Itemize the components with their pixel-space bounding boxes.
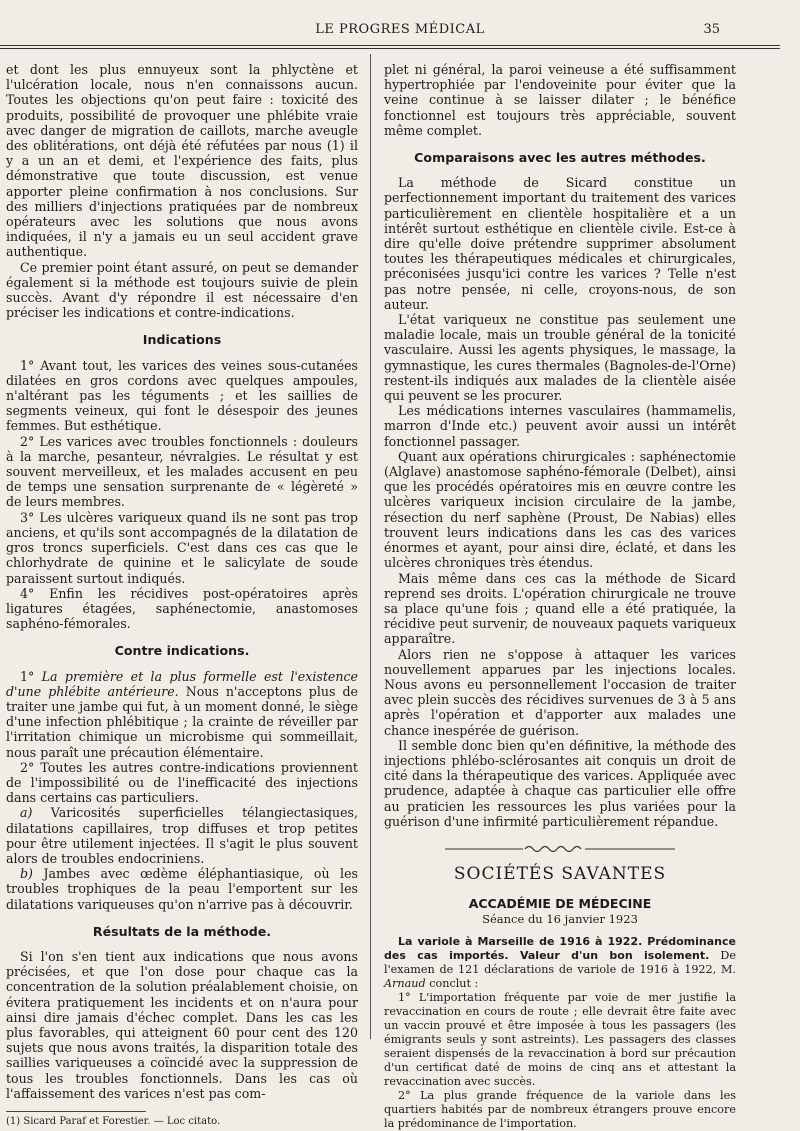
heading-resultats: Résultats de la méthode. — [92, 923, 272, 939]
contre-indication-1: 1° La première et la plus formelle est l'existence d'une phlébite antérieure. Nous n'acceptons plus de traiter une jambe qui fut, à un moment donné, le siège d'une infection phlébitique ; la crainte de réveiller par l'irritation chimique un microbisme qui sommeillait, nous paraît une précaution élémentaire. — [6, 668, 358, 760]
column-divider — [370, 54, 371, 1039]
section-ornament — [384, 843, 736, 859]
left-column — [6, 62, 358, 1128]
paragraph: plet ni général, la paroi veineuse a été suffisamment hypertrophiée par l'endoveinite pour éviter que la veine continue à se laisser dilater ; le bénéfice fonctionnel est toujours très appréciable, souvent même complet. — [384, 62, 736, 138]
emphasis: La première et la plus formelle est l'existence d'une phlébite antérieure. — [6, 668, 358, 699]
journal-title: LE PROGRES MÉDICAL — [315, 22, 485, 37]
academie-heading: ACCADÉMIE DE MÉDECINE — [468, 896, 652, 912]
right-column — [384, 62, 736, 1131]
paragraph: Mais même dans ces cas la méthode de Sicard reprend ses droits. L'opération chirurgicale ne trouve sa place qu'une fois ; quand elle a été pratiquée, la récidive peut survenir, de nouveaux paquets variqueux apparaître. — [384, 570, 736, 647]
heading-indications: Indications — [142, 332, 222, 348]
page-header — [0, 22, 800, 42]
seance-date: Séance du 16 janvier 1923 — [482, 911, 638, 926]
footnote-rule — [6, 1111, 146, 1112]
ornament-line-icon — [445, 843, 675, 855]
paragraph: et dont les plus ennuyeux sont la phlyctène et l'ulcération locale, nous n'en connaissons aucun. Toutes les objections qu'on peut faire : toxicité des produits, possibilité de provoquer une phlébite vraie avec danger de migration de caillots, marche aveugle des oblitérations, ont déjà été réfutées par nous (1) il y a un an et demi, et l'expérience des faits, plus démonstrative que toute discussion, est venue apporter pleine confirmation à nos conclusions. Sur des milliers d'injections pratiquées par de nombreux opérateurs avec les solutions que nous avons indiquées, il n'y a jamais eu un seul accident grave authentique. — [6, 62, 358, 260]
academie-paragraph: 1° L'importation fréquente par voie de mer justifie la revaccination en cours de route ; elle devrait être faite avec un vaccin prouvé et être imposée à tous les passagers (les émigrants seuls y sont astreints). Les passagers des classes seraient dispensés de la revaccination à bord sur précaution d'un certificat daté de moins de cinq ans et attestant la revaccination avec succès. — [384, 990, 736, 1088]
indication-4: 4° Enfin les récidives post-opératoires après ligatures étagées, saphénectomie, anastomoses saphéno-fémorales. — [6, 585, 358, 632]
indication-1: 1° Avant tout, les varices des veines sous-cutanées dilatées en gros cordons avec quelques ampoules, n'altérant pas les téguments ; et les saillies de segments veineux, qui font le désespoir des jeunes femmes. But esthétique. — [6, 357, 358, 434]
contre-indication-2a: a) Varicosités superficielles télangiectasiques, dilatations capillaires, trop diffuses et trop petites pour être utilement injectées. Il s'agit le plus souvent alors de troubles endocriniens. — [6, 805, 358, 866]
paragraph: L'état variqueux ne constitue pas seulement une maladie locale, mais un trouble général de la tonicité vasculaire. Aussi les agents physiques, le massage, la gymnastique, les cures thermales (Bagnoles-de-l'Orne) restent-ils indiqués aux malades de la clientèle aisée qui peuvent se les procurer. — [384, 312, 736, 404]
academie-paragraph: La variole à Marseille de 1916 à 1922. Prédominance des cas importés. Valeur d'un bon isolement. De l'examen de 121 déclarations de variole de 1916 à 1922, M. Arnaud conclut : — [384, 934, 737, 990]
contre-indication-2: 2° Toutes les autres contre-indications proviennent de l'impossibilité ou de l'inefficacité des injections dans certains cas particuliers. — [6, 759, 358, 806]
indication-2: 2° Les varices avec troubles fonctionnels : douleurs à la marche, pesanteur, névralgies. Le résultat y est souvent merveilleux, et les malades accusent en peu de temps une sensation surprenante de « légèreté » de leurs membres. — [6, 433, 358, 510]
paragraph: Quant aux opérations chirurgicales : saphénectomie (Alglave) anastomose saphéno-fémorale (Delbet), ainsi que les procédés opératoires mis en œuvre contre les ulcères variqueux incision circulaire de la jambe, résection du nerf saphène (Proust, De Nabias) elles trouvent leurs indications dans les cas des varices énormes et ayant, pour ainsi dire, éclaté, et dans les ulcères chroniques très étendus. — [384, 448, 736, 571]
paragraph: Il semble donc bien qu'en définitive, la méthode des injections phlébo-sclérosantes ait conquis un droit de cité dans la thérapeutique des varices. Appliquée avec prudence, adaptée à chaque cas particulier elle offre au praticien les ressources les plus variées pour la guérison d'une infirmité particulièrement répandue. — [384, 737, 736, 829]
page-number: 35 — [703, 22, 720, 37]
paragraph: Les médications internes vasculaires (hammamelis, marron d'Inde etc.) peuvent avoir aussi un intérêt fonctionnel passager. — [384, 403, 736, 449]
paragraph: Ce premier point étant assuré, on peut se demander également si la méthode est toujours suivie de plein succès. Avant d'y répondre il est nécessaire d'en préciser les indications et contre-indications. — [6, 259, 358, 321]
paragraph: Alors rien ne s'oppose à attaquer les varices nouvellement apparues par les injections locales. Nous avons eu personnellement l'occasion de traiter avec plein succès des récidives survenues de 3 à 5 ans après l'opération et d'apporter aux malades une chance inespérée de guérison. — [384, 646, 736, 738]
header-rule-bottom — [0, 48, 780, 49]
academie-paragraph: 2° La plus grande fréquence de la variole dans les quartiers habités par de nombreux étrangers prouve encore la prédominance de l'importation. — [384, 1088, 736, 1130]
header-rule-top — [0, 45, 780, 46]
heading-comparaisons: Comparaisons avec les autres méthodes. — [414, 150, 706, 166]
footnote: (1) Sicard Paraf et Forestier. — Loc citato. — [6, 1116, 221, 1127]
paragraph: Si l'on s'en tient aux indications que nous avons précisées, et que l'on dose pour chaque cas la concentration de la solution préalablement choisie, on évitera pratiquement les incidents et on n'aura pour ainsi dire jamais d'échec complet. Dans les cas les plus favorables, qui atteignent 60 pour cent des 120 sujets que nous avons traités, la disparition totale des saillies variqueuses a coïncidé avec la suppression de tous les troubles fonctionnels. Dans les cas où l'affaissement des varices n'est pas com- — [6, 948, 358, 1101]
indication-3: 3° Les ulcères variqueux quand ils ne sont pas trop anciens, et qu'ils sont accompagnés de la dilatation de gros troncs superficiels. C'est dans ces cas que le chlorhydrate de quinine et le salicylate de soude paraissent surtout indiqués. — [6, 509, 358, 586]
heading-contre-indications: Contre indications. — [114, 643, 250, 659]
contre-indication-2b: b) Jambes avec œdème éléphantiasique, où les troubles trophiques de la peau l'emportent sur les dilatations variqueuses qu'on n'arrive pas à découvrir. — [6, 866, 358, 912]
paragraph: La méthode de Sicard constitue un perfectionnement important du traitement des varices particulièrement en clientèle hospitalière et a un intérêt surtout esthétique en clientèle civile. Est-ce à dire qu'elle doive prétendre supprimer absolument toutes les thérapeutiques médicales et chirurgicales, préconisées jusqu'ici contre les varices ? Telle n'est pas notre pensée, ni celle, croyons-nous, de son auteur. — [384, 175, 736, 312]
section-title-societes: SOCIÉTÉS SAVANTES — [453, 864, 667, 885]
